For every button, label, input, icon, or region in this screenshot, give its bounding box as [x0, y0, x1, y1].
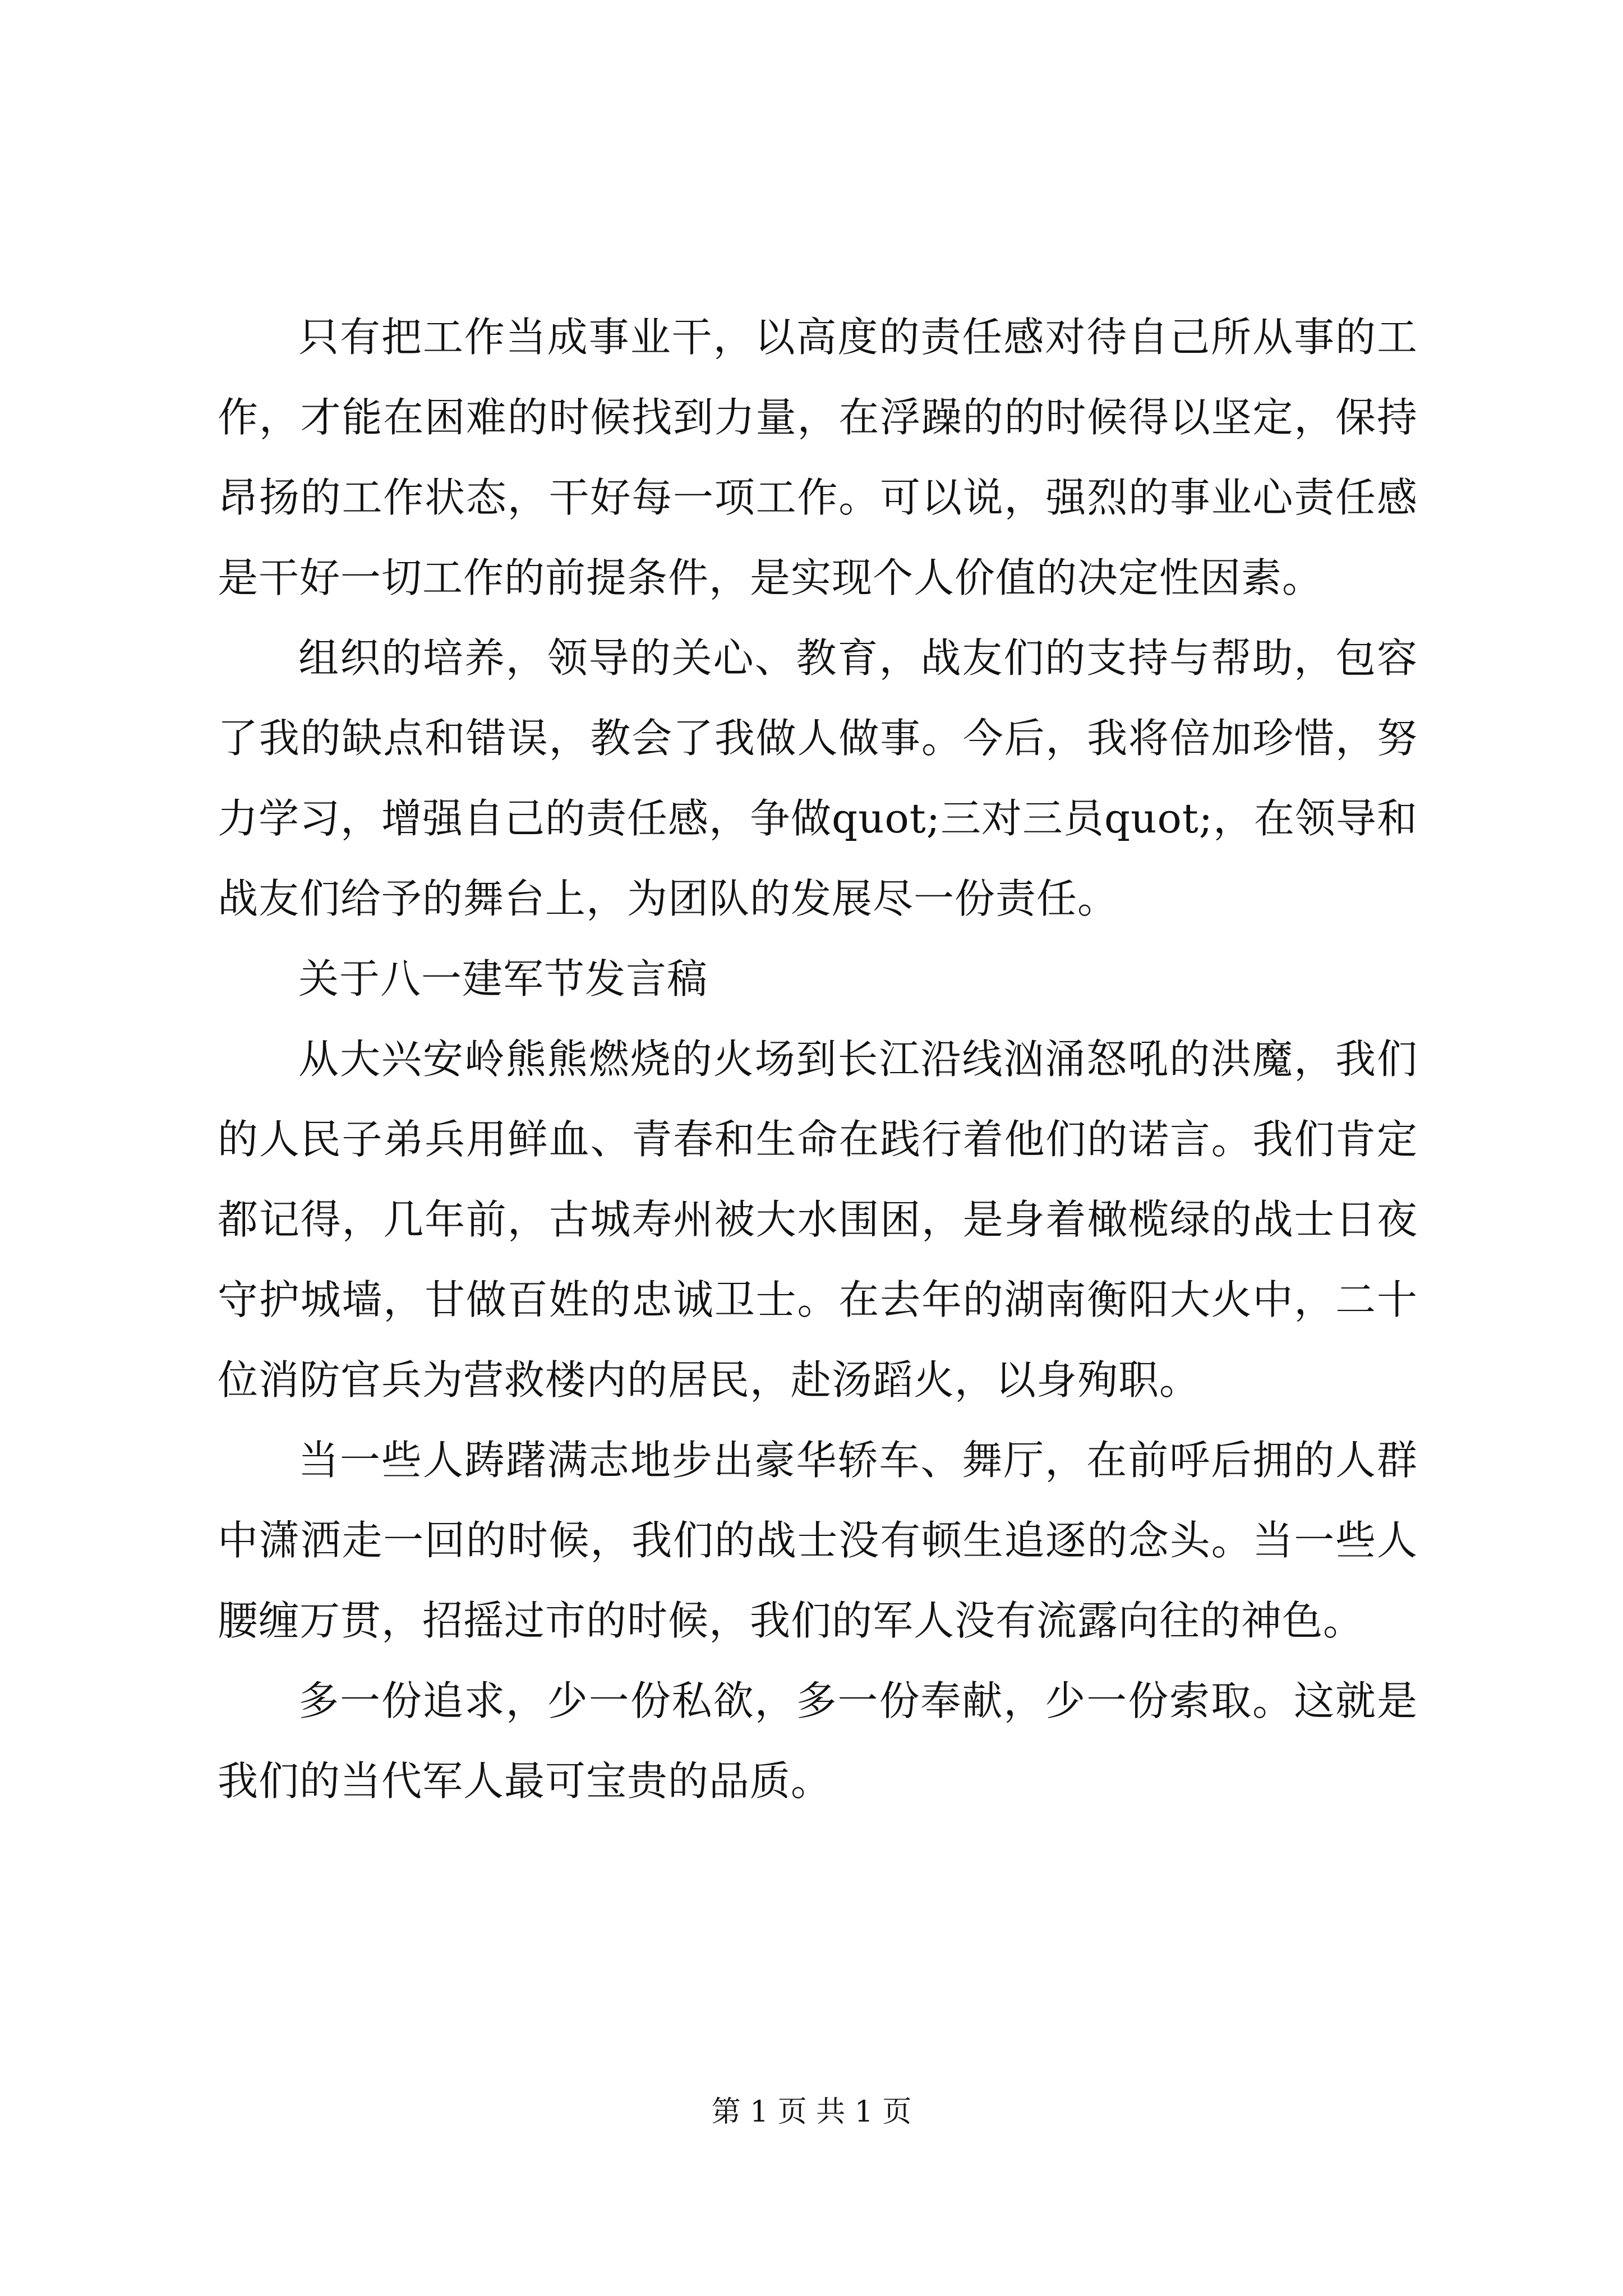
document-body	[218, 297, 1418, 1821]
paragraph-gratitude: 组织的培养，领导的关心、教育，战友们的支持与帮助，包容了我的缺点和错误，教会了我做人做事。今后，我将倍加珍惜，努力学习，增强自己的责任感，争做quot;三对三员quot;，在领导和战友们给予的舞台上，为团队的发展尽一份责任。	[218, 634, 1418, 922]
page-footer	[0, 2092, 1623, 2132]
paragraph-responsibility: 只有把工作当成事业干，以高度的责任感对待自己所从事的工作，才能在困难的时候找到力量，在浮躁的的时候得以坚定，保持昂扬的工作状态，干好每一项工作。可以说，强烈的事业心责任感是干好一切工作的前提条件，是实现个人价值的决定性因素。	[218, 314, 1418, 601]
paragraph-conclusion: 多一份追求，少一份私欲，多一份奉献，少一份索取。这就是我们的当代军人最可宝贵的品质。	[218, 1677, 1418, 1805]
paragraph-soldiers-sacrifice: 从大兴安岭熊熊燃烧的火场到长江沿线汹涌怒吼的洪魔，我们的人民子弟兵用鲜血、青春和生命在践行着他们的诺言。我们肯定都记得，几年前，古城寿州被大水围困，是身着橄榄绿的战士日夜守护城墙，甘做百姓的忠诚卫士。在去年的湖南衡阳大火中，二十位消防官兵为营救楼内的居民，赴汤蹈火，以身殉职。	[218, 1036, 1418, 1404]
page-number-label: 第 1 页 共 1 页	[711, 2095, 912, 2129]
paragraph-soldiers-integrity: 当一些人踌躇满志地步出豪华轿车、舞厅，在前呼后拥的人群中潇洒走一回的时候，我们的战士没有顿生追逐的念头。当一些人腰缠万贯，招摇过市的时候，我们的军人没有流露向往的神色。	[218, 1437, 1418, 1644]
section-heading: 关于八一建军节发言稿	[298, 955, 708, 1002]
